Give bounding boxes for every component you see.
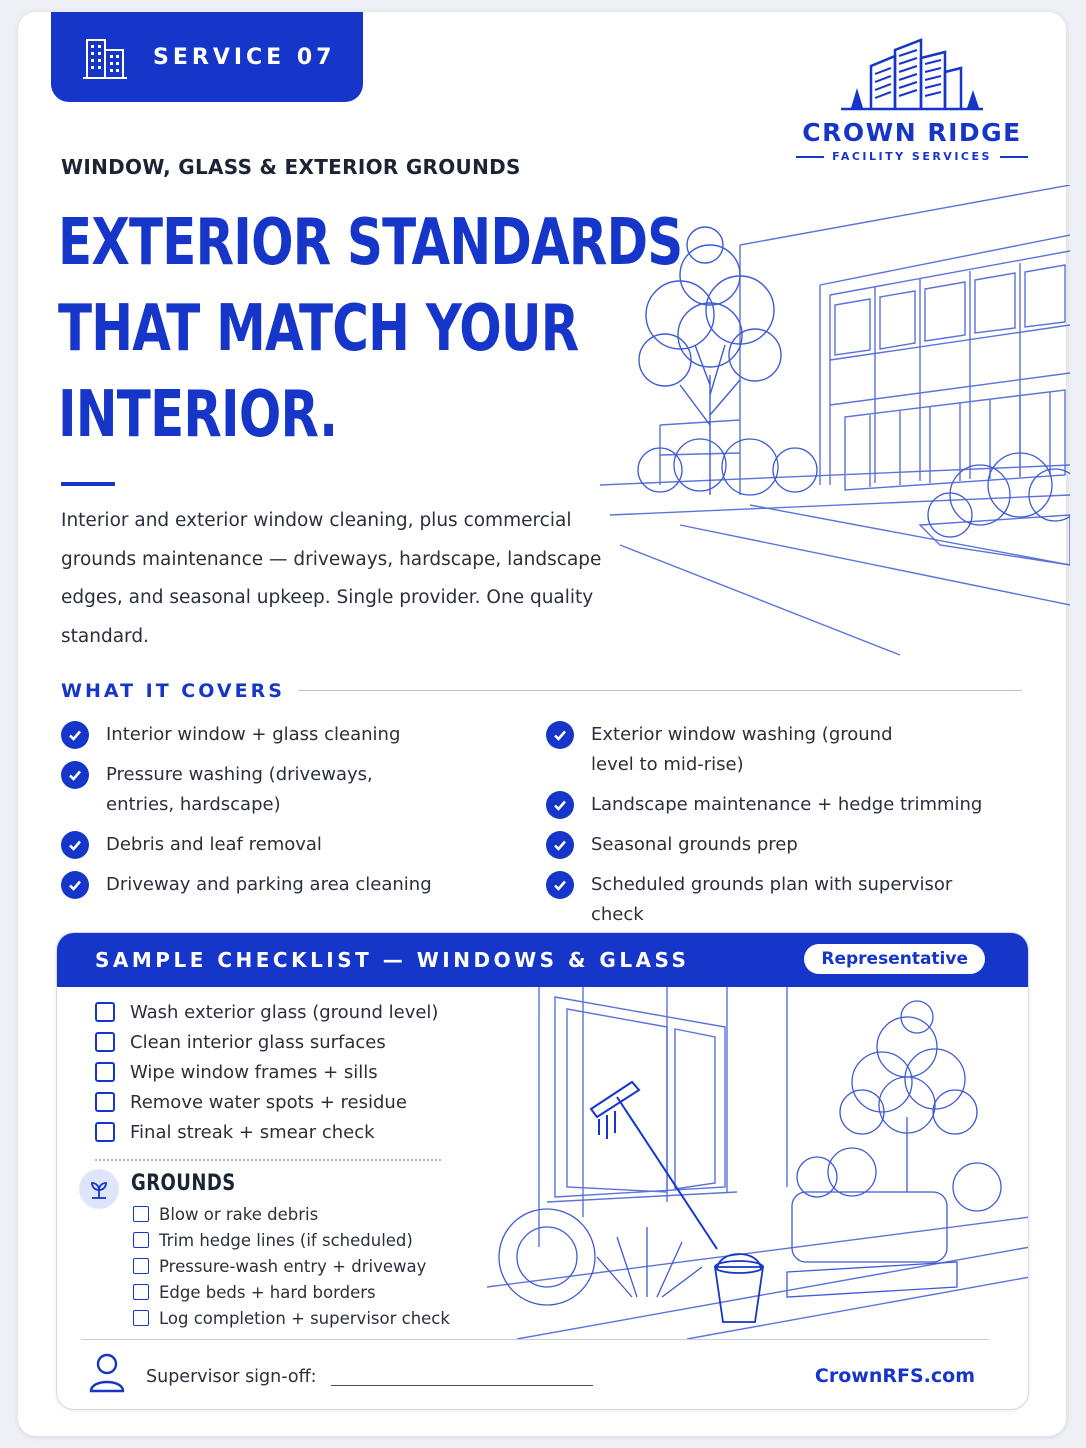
headline xyxy=(58,200,683,458)
sample-checklist-card xyxy=(56,932,1029,1410)
check-icon xyxy=(546,791,574,819)
checklist-item[interactable] xyxy=(95,1027,438,1057)
windows-checklist xyxy=(95,997,438,1147)
cover-item xyxy=(546,790,1006,820)
checklist-item[interactable] xyxy=(133,1253,450,1279)
checkbox[interactable] xyxy=(95,1092,115,1112)
check-icon xyxy=(546,871,574,899)
checklist-item[interactable] xyxy=(133,1201,450,1227)
covers-right-column xyxy=(546,720,1006,940)
cover-item xyxy=(546,830,1006,860)
cover-item xyxy=(61,830,501,860)
brand-rule-left xyxy=(796,156,824,158)
cover-text: Interior window + glass cleaning xyxy=(106,724,401,745)
checkbox[interactable] xyxy=(95,1062,115,1082)
checklist-item[interactable] xyxy=(95,997,438,1027)
checklist-item-label: Edge beds + hard borders xyxy=(159,1282,376,1302)
grounds-title: GROUNDS xyxy=(131,1171,236,1196)
check-icon xyxy=(546,831,574,859)
kicker: WINDOW, GLASS & EXTERIOR GROUNDS xyxy=(61,155,521,179)
checklist-item-label: Remove water spots + residue xyxy=(130,1091,407,1113)
checklist-item-label: Clean interior glass surfaces xyxy=(130,1031,386,1053)
service-label: SERVICE 07 xyxy=(153,44,336,70)
cover-item xyxy=(546,870,1006,930)
cover-item xyxy=(61,760,501,820)
cover-text: Exterior window washing (ground level to mid-rise) xyxy=(591,724,893,775)
checklist-item-label: Wash exterior glass (ground level) xyxy=(130,1001,439,1023)
checklist-item-label: Pressure-wash entry + driveway xyxy=(159,1256,427,1276)
checklist-title: SAMPLE CHECKLIST — WINDOWS & GLASS xyxy=(95,948,690,972)
covers-rule xyxy=(298,690,1022,691)
brand-name: CROWN RIDGE xyxy=(802,118,1022,147)
checklist-item-label: Wipe window frames + sills xyxy=(130,1061,378,1083)
service-tab xyxy=(51,12,363,102)
checkbox[interactable] xyxy=(133,1206,149,1222)
checklist-item-label: Blow or rake debris xyxy=(159,1204,319,1224)
checklist-item[interactable] xyxy=(95,1057,438,1087)
covers-left-column xyxy=(61,720,501,910)
cover-item xyxy=(61,870,501,900)
checkbox[interactable] xyxy=(95,1122,115,1142)
footer-rule xyxy=(81,1339,989,1340)
signature-line[interactable] xyxy=(331,1385,593,1386)
dotted-divider xyxy=(95,1159,441,1161)
cover-text: Debris and leaf removal xyxy=(106,834,322,855)
check-icon xyxy=(61,721,89,749)
checklist-item[interactable] xyxy=(133,1305,450,1331)
check-icon xyxy=(61,761,89,789)
brand-logo xyxy=(790,38,1034,163)
grounds-checklist xyxy=(133,1201,450,1331)
signoff-label: Supervisor sign-off: xyxy=(146,1367,317,1387)
checkbox[interactable] xyxy=(95,1032,115,1052)
sprout-icon xyxy=(79,1169,119,1209)
checklist-item-label: Trim hedge lines (if scheduled) xyxy=(159,1230,413,1250)
window-cleaning-illustration xyxy=(487,987,1029,1339)
cover-text: Pressure washing (driveways, entries, hardscape) xyxy=(106,764,373,815)
checkbox[interactable] xyxy=(133,1284,149,1300)
cover-text: Driveway and parking area cleaning xyxy=(106,874,432,895)
cover-item xyxy=(61,720,501,750)
cover-item xyxy=(546,720,1006,780)
brand-subtitle: FACILITY SERVICES xyxy=(832,150,992,163)
checkbox[interactable] xyxy=(133,1310,149,1326)
person-icon xyxy=(87,1351,127,1393)
city-skyline-logo xyxy=(837,38,987,112)
checklist-header xyxy=(57,933,1028,987)
headline-line-2: THAT MATCH YOUR xyxy=(58,292,579,366)
brand-rule-right xyxy=(1000,156,1028,158)
building-sketch-illustration xyxy=(600,185,1070,665)
checkbox[interactable] xyxy=(133,1258,149,1274)
website-link[interactable]: CrownRFS.com xyxy=(814,1365,975,1387)
checklist-item[interactable] xyxy=(133,1227,450,1253)
headline-rule xyxy=(61,482,115,486)
headline-line-3: INTERIOR. xyxy=(58,378,338,452)
cover-text: Landscape maintenance + hedge trimming xyxy=(591,794,983,815)
checkbox[interactable] xyxy=(95,1002,115,1022)
check-icon xyxy=(546,721,574,749)
check-icon xyxy=(61,871,89,899)
building-icon xyxy=(81,34,129,80)
checklist-item[interactable] xyxy=(133,1279,450,1305)
checklist-item[interactable] xyxy=(95,1087,438,1117)
check-icon xyxy=(61,831,89,859)
cover-text: Scheduled grounds plan with supervisor check xyxy=(591,874,953,925)
headline-line-1: EXTERIOR STANDARDS xyxy=(58,206,683,280)
representative-badge: Representative xyxy=(804,944,985,974)
covers-title: WHAT IT COVERS xyxy=(61,680,285,702)
checklist-item-label: Log completion + supervisor check xyxy=(159,1308,450,1328)
intro-paragraph: Interior and exterior window cleaning, plus commercial grounds maintenance — driveways, hardscape, landscape edges, and seasonal upkeep. Single provider. One quality standard. xyxy=(61,510,602,647)
checklist-item-label: Final streak + smear check xyxy=(130,1121,375,1143)
cover-text: Seasonal grounds prep xyxy=(591,834,798,855)
checklist-item[interactable] xyxy=(95,1117,438,1147)
checkbox[interactable] xyxy=(133,1232,149,1248)
